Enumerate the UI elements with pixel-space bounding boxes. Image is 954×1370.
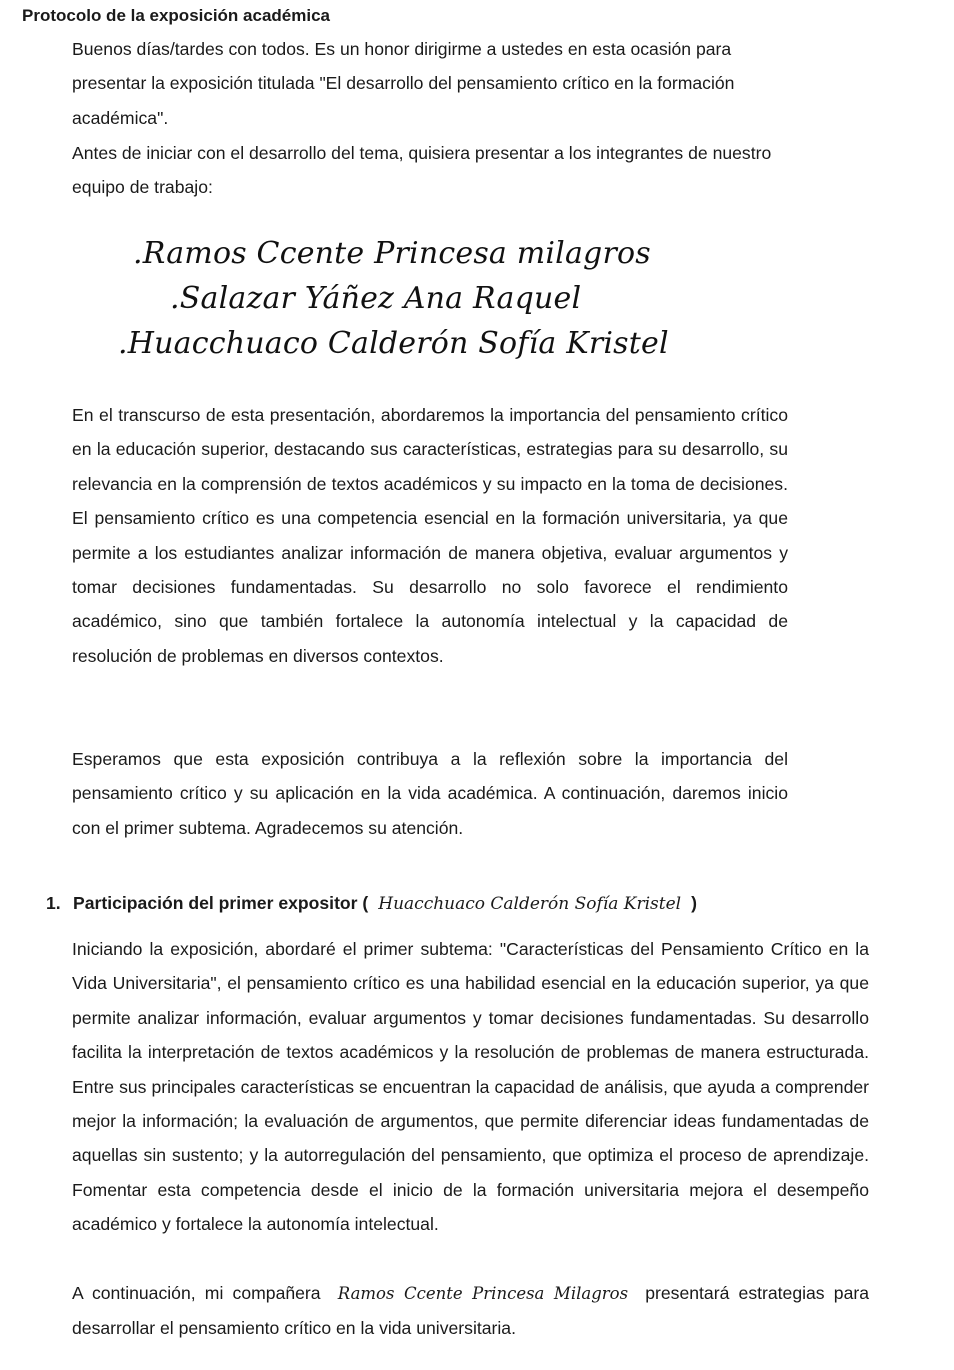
team-member-1: .Ramos Ccente Princesa milagros xyxy=(133,236,651,271)
expositor-signature: Huacchuaco Calderón Sofía Kristel xyxy=(378,894,682,914)
section-heading-text: Participación del primer expositor ( xyxy=(73,893,369,913)
transition-text-before: A continuación, mi compañera xyxy=(72,1283,321,1303)
team-member-2: .Salazar Yáñez Ana Raquel xyxy=(170,281,582,316)
intro-paragraph: Buenos días/tardes con todos. Es un honor dirigirme a ustedes en esta ocasión para presentar la exposición titulada "El desarrollo del pensamiento crítico en la formación académica". xyxy=(72,39,735,128)
transition-paragraph xyxy=(72,1276,869,1346)
overview-paragraph: En el transcurso de esta presentación, abordaremos la importancia del pensamiento crítico en la educación superior, destacando sus características, estrategias para su desarrollo, su relevancia en la comprensión de textos académicos y su impacto en la toma de decisiones. El pensamiento crítico es una competencia esencial en la formación universitaria, ya que permite a los estudiantes analizar información de manera objetiva, evaluar argumentos y tomar decisiones fundamentadas. Su desarrollo no solo favorece el rendimiento académico, sino que también fortalece la autonomía intelectual y la capacidad de resolución de problemas en diversos contextos. xyxy=(72,405,788,666)
next-expositor-signature: Ramos Ccente Princesa Milagros xyxy=(337,1284,629,1303)
team-member-3: .Huacchuaco Calderón Sofía Kristel xyxy=(118,326,669,361)
team-intro-paragraph: Antes de iniciar con el desarrollo del tema, quisiera presentar a los integrantes de nuestro equipo de trabajo: xyxy=(72,143,772,198)
section-heading xyxy=(46,890,697,917)
transition-text-after: presentará estrategias para desarrollar el pensamiento crítico en la vida universitaria. xyxy=(72,1283,869,1339)
first-subtopic-paragraph: Iniciando la exposición, abordaré el primer subtema: "Características del Pensamiento Crítico en la Vida Universitaria", el pensamiento crítico es una habilidad esencial en la educación superior, ya que permite analizar información, evaluar argumentos y tomar decisiones fundamentadas. Su desarrollo facilita la interpretación de textos académicos y la resolución de problemas de manera estructurada. Entre sus principales características se encuentran la capacidad de análisis, que ayuda a comprender mejor la información; la evaluación de argumentos, que permite diferenciar ideas fundamentadas de aquellas sin sustento; y la autorregulación del pensamiento, que optimiza el proceso de aprendizaje. Fomentar esta competencia desde el inicio de la formación universitaria mejora el desempeño académico y fortalece la autonomía intelectual. xyxy=(72,939,869,1235)
closing-paragraph: Esperamos que esta exposición contribuya a la reflexión sobre la importancia del pensamiento crítico y su aplicación en la vida académica. A continuación, daremos inicio con el primer subtema. Agradecemos su atención. xyxy=(72,749,788,838)
document-title: Protocolo de la exposición académica xyxy=(22,6,330,25)
section-heading-close: ) xyxy=(691,893,697,913)
section-number: 1. xyxy=(46,893,61,913)
